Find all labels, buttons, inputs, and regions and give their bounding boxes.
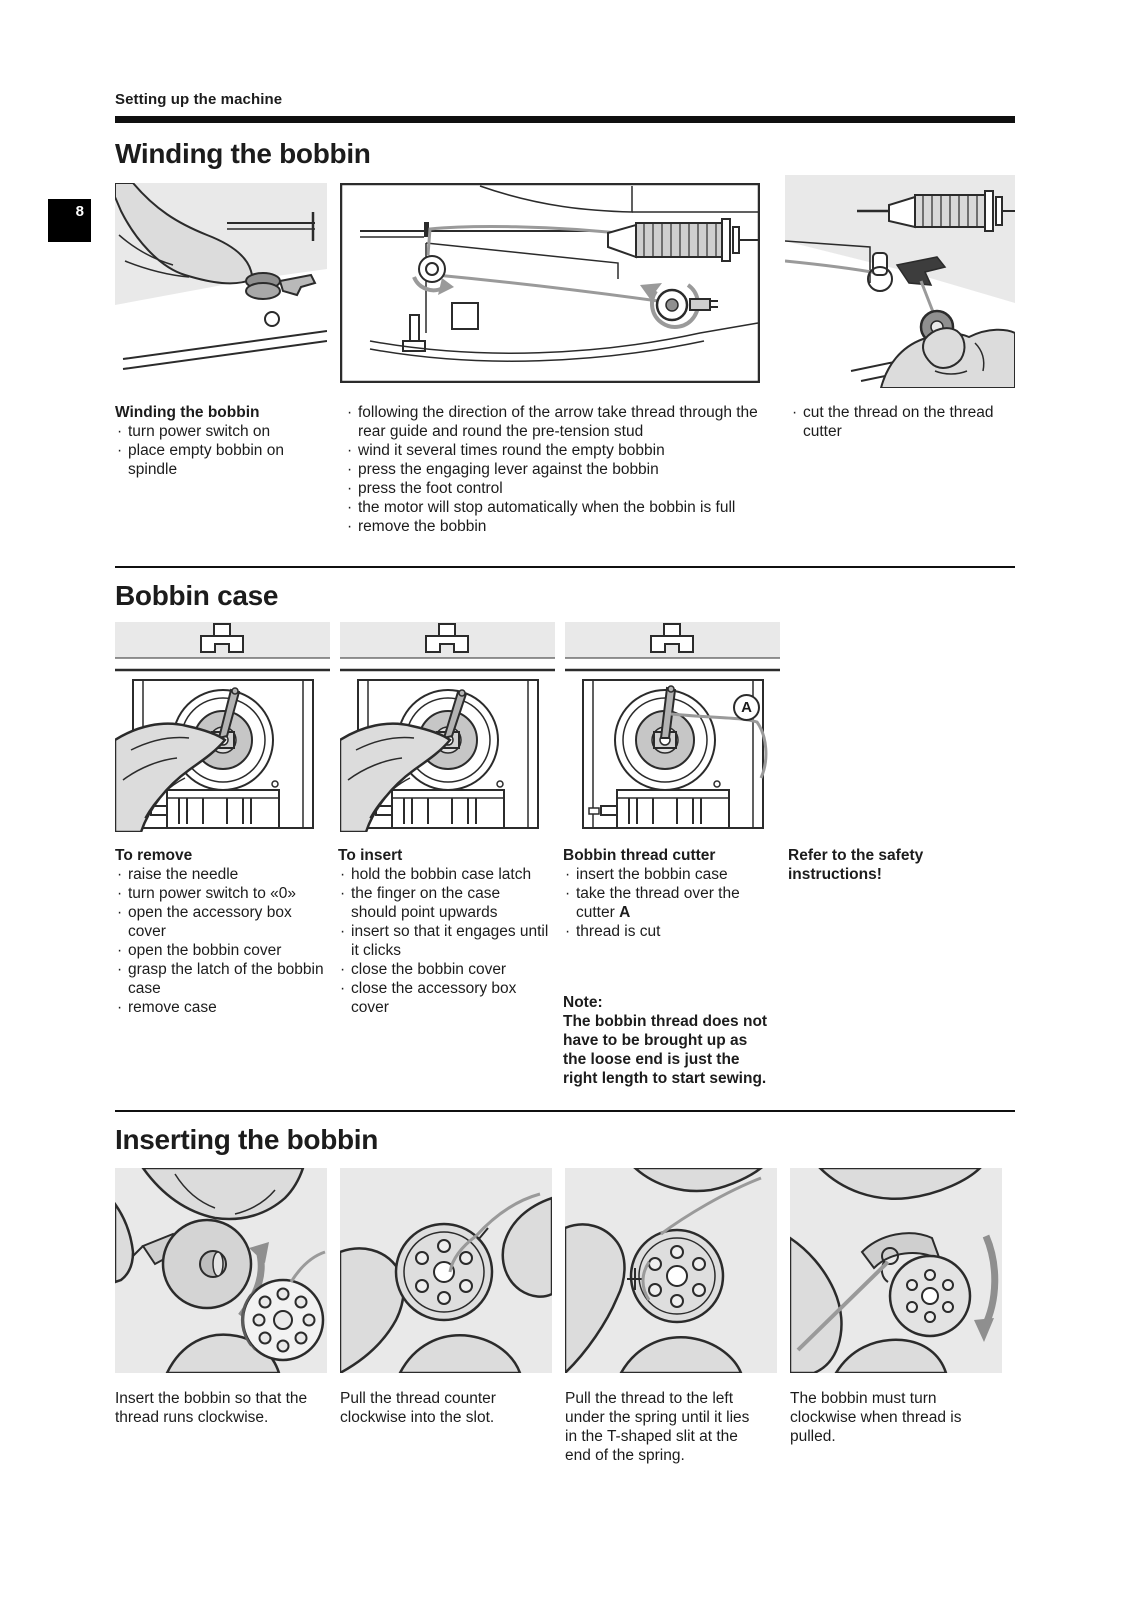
list-item: · remove case <box>115 998 324 1017</box>
section-title-bobbin-case: Bobbin case <box>115 580 279 611</box>
inserting-captions-row <box>115 1389 1015 1465</box>
callout-label-a: A <box>733 694 760 721</box>
to-remove-heading: To remove <box>115 847 193 864</box>
to-remove-col <box>115 846 338 1088</box>
section-title-winding: Winding the bobbin <box>115 138 371 169</box>
page-content <box>115 0 1015 1465</box>
winding-col-2 <box>345 403 790 536</box>
figure-pull-thread-into-slot <box>340 1168 552 1373</box>
cutter-label-a: A <box>619 904 631 921</box>
figure-place-bobbin-on-spindle <box>115 183 327 388</box>
winding-col-3 <box>790 403 1015 536</box>
figure-bobbin-turns-clockwise <box>790 1168 1002 1373</box>
list-item: · place empty bobbin on spindle <box>115 441 331 479</box>
list-item: · raise the needle <box>115 865 324 884</box>
list-item: · close the bobbin cover <box>338 960 549 979</box>
figure-cut-thread-on-cutter <box>785 175 1015 388</box>
list-item: · hold the bobbin case latch <box>338 865 549 884</box>
list-item: · grasp the latch of the bobbin case <box>115 960 324 998</box>
to-insert-col <box>338 846 563 1088</box>
note-block <box>563 993 774 1088</box>
thread-cutter-heading: Bobbin thread cutter <box>563 847 716 864</box>
section-rule-thin <box>115 566 1015 568</box>
caption-step-4: The bobbin must turn clockwise when thread is pulled. <box>790 1390 962 1445</box>
list-item: · open the bobbin cover <box>115 941 324 960</box>
list-item: · wind it several times round the empty bobbin <box>345 441 776 460</box>
bobbin-case-figures-row <box>115 622 1015 832</box>
caption-step-2: Pull the thread counter clockwise into the slot. <box>340 1390 496 1426</box>
safety-text: Refer to the safety instructions! <box>788 847 924 883</box>
figure-bobbin-thread-cutter <box>565 622 780 832</box>
list-item: · the motor will stop automatically when the bobbin is full <box>345 498 776 517</box>
list-item: · press the engaging lever against the bobbin <box>345 460 776 479</box>
figure-bobbin-case-remove <box>115 622 330 832</box>
list-item: · insert the bobbin case <box>563 865 774 884</box>
list-item: · open the accessory box cover <box>115 903 324 941</box>
caption-step-3: Pull the thread to the left under the spring until it lies in the T-shaped slit at the end of the spring. <box>565 1390 750 1464</box>
to-insert-heading: To insert <box>338 847 403 864</box>
list-item: · cut the thread on the thread cutter <box>790 403 1001 441</box>
list-item: · take the thread over the cutter A <box>563 884 774 922</box>
page-number: 8 <box>75 203 84 220</box>
figure-thread-winding-path <box>340 183 760 383</box>
list-item: · turn power switch to «0» <box>115 884 324 903</box>
list-item: · following the direction of the arrow take thread through the rear guide and round the pre-tension stud <box>345 403 776 441</box>
list-item: · close the accessory box cover <box>338 979 549 1017</box>
winding-col1-heading: Winding the bobbin <box>115 404 260 421</box>
bobbin-case-text-row <box>115 846 1015 1088</box>
safety-col <box>788 846 1015 1088</box>
list-item: · insert so that it engages until it clicks <box>338 922 549 960</box>
list-item: · the finger on the case should point upwards <box>338 884 549 922</box>
page-number-tab <box>48 199 91 242</box>
caption-step-1: Insert the bobbin so that the thread runs clockwise. <box>115 1390 308 1426</box>
winding-text-row <box>115 403 1015 536</box>
figure-insert-bobbin-clockwise <box>115 1168 327 1373</box>
inserting-figures-row <box>115 1168 1015 1373</box>
note-heading: Note: <box>563 994 603 1011</box>
list-item: · remove the bobbin <box>345 517 776 536</box>
breadcrumb: Setting up the machine <box>115 91 283 108</box>
section-title-inserting: Inserting the bobbin <box>115 1124 379 1155</box>
thread-cutter-col <box>563 846 788 1088</box>
section-rule-thick <box>115 116 1015 123</box>
note-text: The bobbin thread does not have to be brought up as the loose end is just the right length to start sewing. <box>563 1013 768 1087</box>
list-item: · thread is cut <box>563 922 774 941</box>
winding-figures-row <box>115 183 1015 388</box>
figure-bobbin-case-insert <box>340 622 555 832</box>
figure-thread-under-spring <box>565 1168 777 1373</box>
list-item: · press the foot control <box>345 479 776 498</box>
list-item: · turn power switch on <box>115 422 331 441</box>
winding-col-1 <box>115 403 345 536</box>
section-rule-thin-2 <box>115 1110 1015 1112</box>
